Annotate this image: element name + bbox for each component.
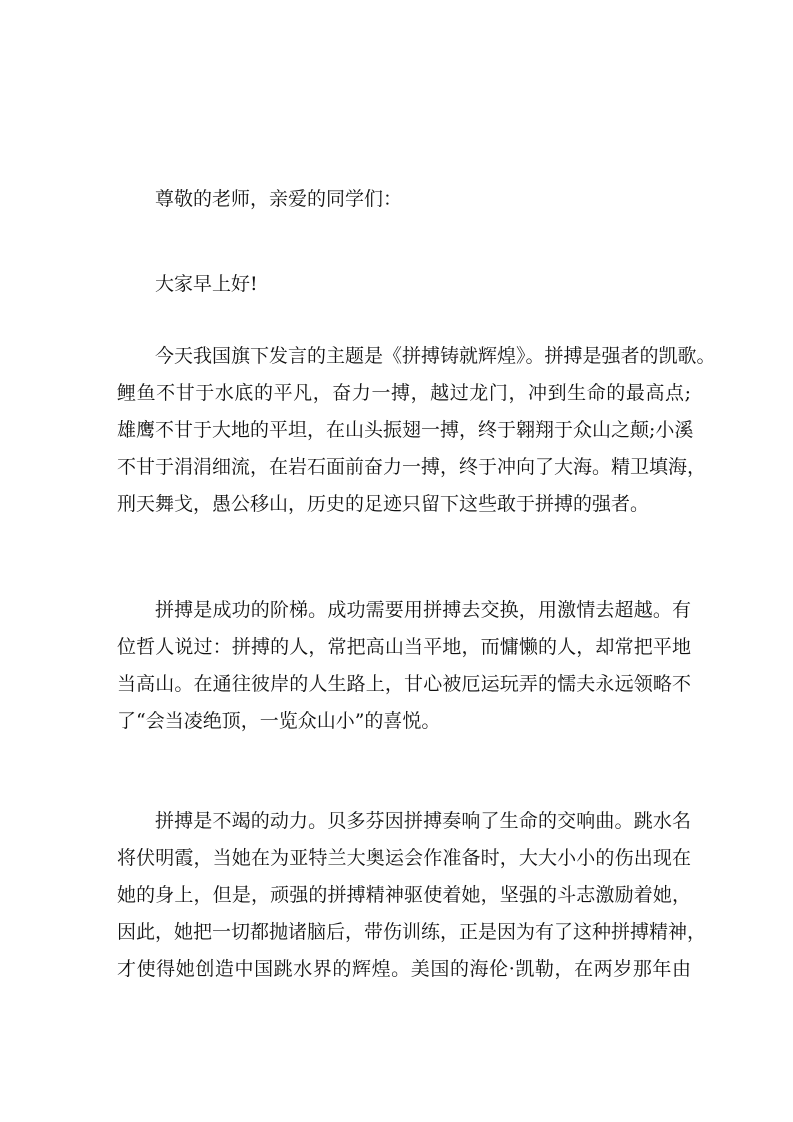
paragraph-2 bbox=[117, 592, 691, 740]
text-line: 雄鹰不甘于大地的平坦，在山头振翅一搏，终于翱翔于众山之颠;小溪 bbox=[117, 419, 694, 441]
salutation bbox=[117, 266, 691, 303]
text-line: 位哲人说过：拼搏的人，常把高山当平地，而慵懒的人，却常把平地 bbox=[117, 636, 691, 658]
paragraph-3 bbox=[117, 803, 707, 988]
text-line: 不甘于涓涓细流，在岩石面前奋力一搏，终于冲向了大海。精卫填海， bbox=[117, 456, 707, 478]
text-line: 拼搏是成功的阶梯。成功需要用拼搏去交换，用激情去超越。有 bbox=[155, 599, 691, 621]
text-line: 她的身上，但是，顽强的拼搏精神驱使着她，坚强的斗志激励着她， bbox=[117, 884, 691, 906]
text-line: 当高山。在通往彼岸的人生路上，甘心被厄运玩弄的懦夫永远领略不 bbox=[117, 673, 691, 695]
text-line: 将伏明霞，当她在为亚特兰大奥运会作准备时，大大小小的伤出现在 bbox=[117, 847, 691, 869]
text-line: 鲤鱼不甘于水底的平凡，奋力一搏，越过龙门，冲到生命的最高点; bbox=[117, 382, 691, 404]
greeting bbox=[117, 181, 691, 218]
text-line: 才使得她创造中国跳水界的辉煌。美国的海伦·凯勒，在两岁那年由 bbox=[117, 958, 691, 980]
salutation-text: 大家早上好! bbox=[155, 273, 258, 295]
paragraph-1 bbox=[117, 338, 716, 523]
text-line: 今天我国旗下发言的主题是《拼搏铸就辉煌》。拼搏是强者的凯歌。 bbox=[155, 345, 716, 367]
text-line: 刑天舞戈，愚公移山，历史的足迹只留下这些敢于拼搏的强者。 bbox=[117, 493, 650, 515]
text-line: 了“会当凌绝顶，一览众山小”的喜悦。 bbox=[117, 710, 441, 732]
text-line: 因此，她把一切都抛诸脑后，带伤训练，正是因为有了这种拼搏精神， bbox=[117, 921, 707, 943]
greeting-text: 尊敬的老师，亲爱的同学们： bbox=[155, 188, 403, 210]
text-line: 拼搏是不竭的动力。贝多芬因拼搏奏响了生命的交响曲。跳水名 bbox=[155, 810, 691, 832]
